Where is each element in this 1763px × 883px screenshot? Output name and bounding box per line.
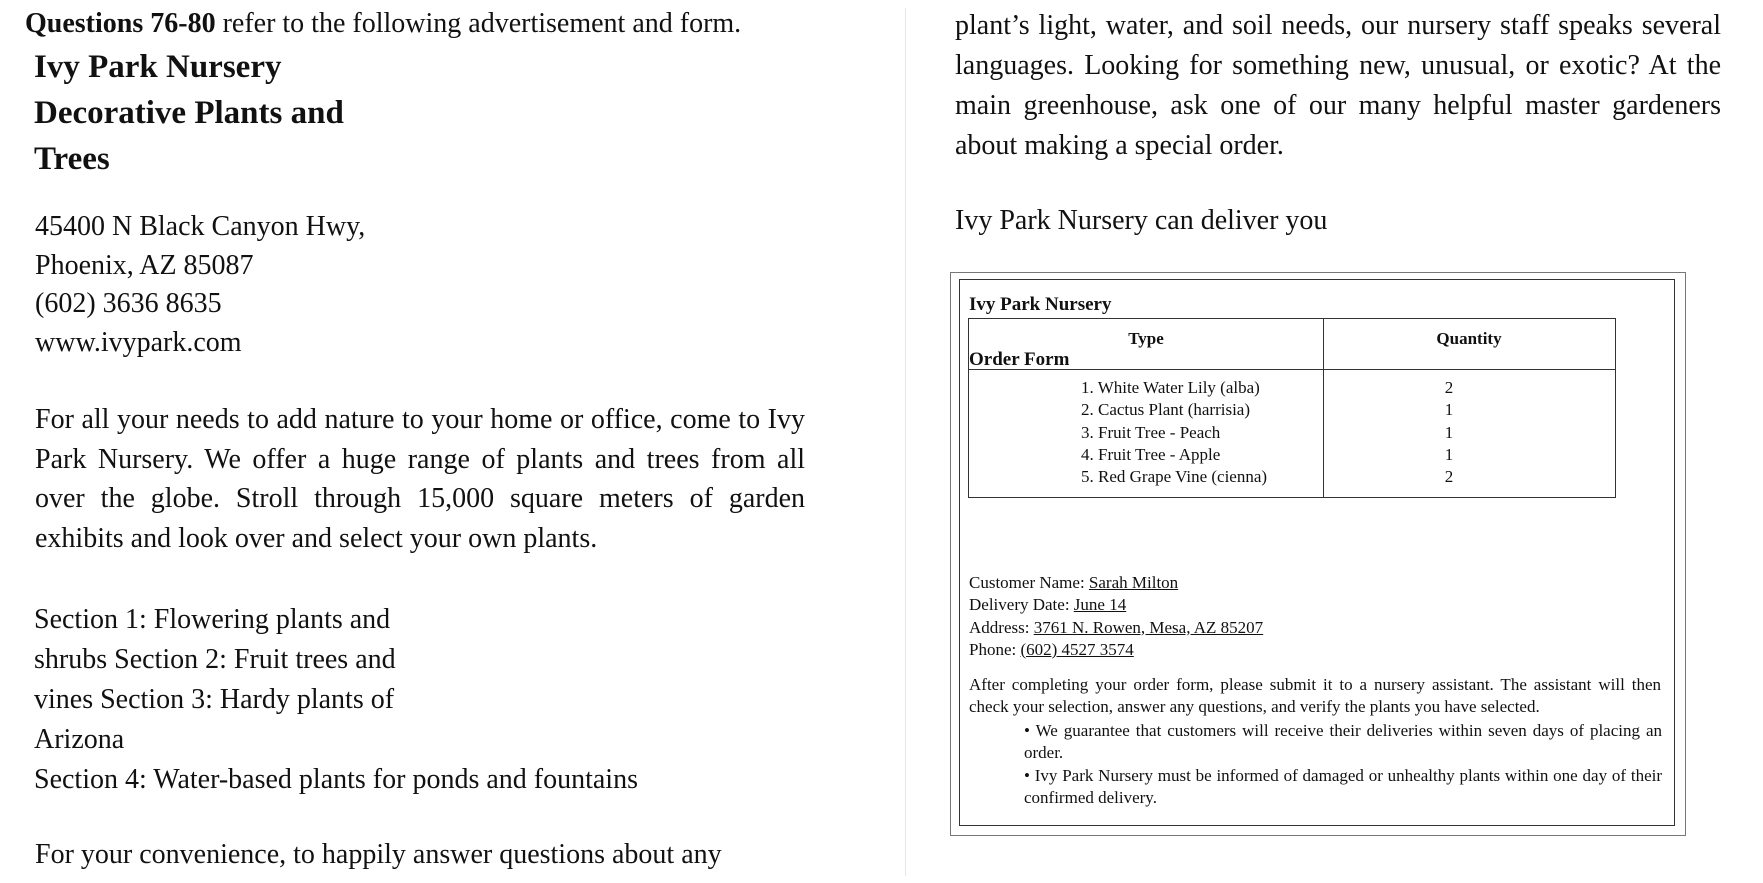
damage-notice-bullet: • Ivy Park Nursery must be informed of damaged or unhealthy plants within one day of their confirmed delivery. [1024,766,1662,808]
form-subtitle: Order Form [969,349,1070,370]
guarantee-bullet: • We guarantee that customers will receive their deliveries within seven days of placing an order. [1024,721,1662,763]
item-types [1081,377,1267,488]
customer-name-value: Sarah Milton [1088,573,1179,592]
city-state-zip: Phoenix, AZ 85087 [35,249,254,281]
sections-list [34,600,638,800]
item-quantities [1439,377,1459,488]
sections-line: shrubs Section 2: Fruit trees and [34,644,396,675]
delivery-line: Ivy Park Nursery can deliver you [955,205,1328,236]
column-header-quantity: Quantity [1436,329,1502,348]
ad-title-line: Decorative Plants and [34,95,344,131]
ad-contact-block [35,208,365,362]
sections-line: vines Section 3: Hardy plants of [34,684,395,715]
phone-value: (602) 4527 3574 [1020,639,1134,659]
column-header-type: Type [1128,329,1164,348]
ad-title-line: Ivy Park Nursery [34,49,282,85]
form-business-name: Ivy Park Nursery [969,294,1112,315]
column-divider [905,8,906,876]
form-instructions: After completing your order form, please submit it to a nursery assistant. The assistant will then check your selection, answer any questions, and verify the plants you have selected. [969,675,1661,717]
order-table [968,318,1616,498]
table-row-qty: 1 [1444,400,1454,420]
table-row-type: 5. Red Grape Vine (cienna) [1081,467,1268,487]
right-column [955,0,1725,883]
customer-details [969,572,1263,661]
ad-title-line: Trees [34,141,110,177]
order-form [950,272,1686,836]
phone-number: (602) 3636 8635 [35,288,222,319]
convenience-paragraph-continued: plant’s light, water, and soil needs, our nursery staff speaks several languages. Looking for something new, unusual, or exotic? At the main greenhouse, ask one of our many helpful master gardeners about making a special order. [955,10,1721,161]
sections-line: Section 4: Water-based plants for ponds and fountains [34,764,638,795]
sections-line: Arizona [34,724,125,755]
customer-name-label: Customer Name: [969,573,1089,592]
phone-label: Phone: [969,639,1021,659]
table-row-qty: 1 [1444,422,1454,442]
customer-name-row [969,572,1263,594]
question-range: Questions 76-80 [25,8,216,39]
table-row-type: 3. Fruit Tree - Peach [1081,422,1221,442]
table-row-type: 1. White Water Lily (alba) [1081,378,1260,397]
order-form-frame [959,279,1675,826]
intro-paragraph: For all your needs to add nature to your home or office, come to Ivy Park Nursery. We offer a huge range of plants and trees from all over the globe. Stroll through 15,000 square meters of garden exhibits and look over and select your own plants. [35,404,805,554]
address-label: Address: [969,617,1034,637]
ad-title [34,44,344,182]
delivery-date-value: June 14 [1073,595,1127,615]
sections-line: Section 1: Flowering plants and [34,604,391,635]
delivery-date-label: Delivery Date: [969,595,1074,615]
table-row-qty: 1 [1444,444,1454,464]
street-address: 45400 N Black Canyon Hwy, [35,211,366,242]
question-header [25,8,741,40]
address-value: 3761 N. Rowen, Mesa, AZ 85207 [1033,617,1264,637]
website: www.ivypark.com [35,326,242,358]
table-row-type: 4. Fruit Tree - Apple [1081,444,1221,464]
table-row-qty: 2 [1444,467,1454,487]
convenience-paragraph-start: For your convenience, to happily answer questions about any [35,839,722,870]
table-row-qty: 2 [1444,378,1454,397]
delivery-date-row [969,594,1263,616]
phone-row [969,639,1263,661]
address-row [969,617,1263,639]
table-row-type: 2. Cactus Plant (harrisia) [1081,400,1251,420]
question-intro: refer to the following advertisement and form. [215,8,742,39]
